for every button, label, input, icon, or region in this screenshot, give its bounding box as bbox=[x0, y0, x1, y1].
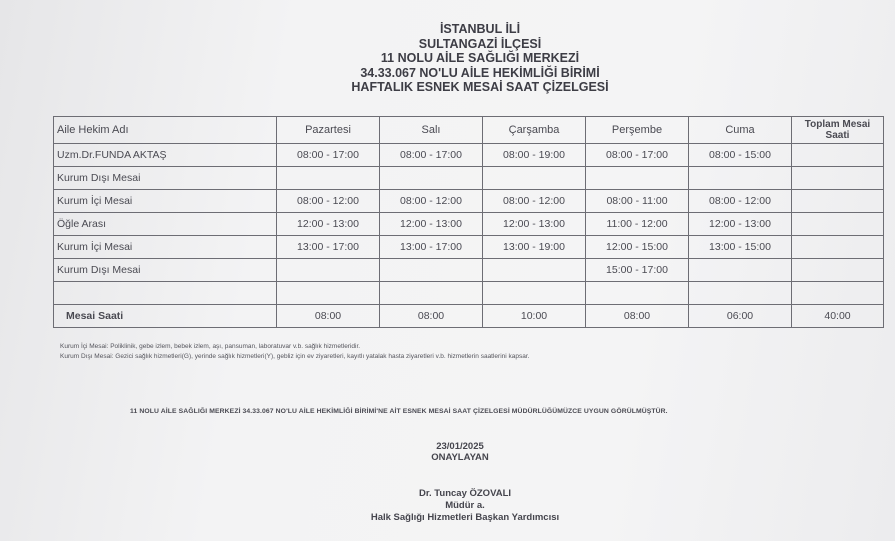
summary-cell: 10:00 bbox=[483, 305, 586, 328]
table-cell: 15:00 - 17:00 bbox=[586, 259, 689, 282]
table-cell bbox=[277, 259, 380, 282]
signatory-name: Dr. Tuncay ÖZOVALI bbox=[418, 488, 512, 499]
table-cell: 08:00 - 12:00 bbox=[277, 190, 380, 213]
table-cell bbox=[277, 282, 380, 305]
table-cell: 12:00 - 13:00 bbox=[483, 213, 586, 236]
row-label: Kurum Dışı Mesai bbox=[54, 259, 277, 282]
row-label: Uzm.Dr.FUNDA AKTAŞ bbox=[54, 144, 277, 167]
summary-cell: 06:00 bbox=[689, 305, 792, 328]
table-cell bbox=[792, 190, 884, 213]
table-cell: 08:00 - 17:00 bbox=[277, 144, 380, 167]
column-header: Pazartesi bbox=[277, 117, 380, 144]
footnotes bbox=[60, 342, 529, 362]
table-row bbox=[54, 282, 884, 305]
column-header: Çarşamba bbox=[483, 117, 586, 144]
table-cell: 08:00 - 11:00 bbox=[586, 190, 689, 213]
table-cell: 12:00 - 13:00 bbox=[277, 213, 380, 236]
table-row bbox=[54, 236, 884, 259]
summary-label: Mesai Saati bbox=[54, 305, 277, 328]
table-cell: 13:00 - 17:00 bbox=[277, 236, 380, 259]
column-header-total: Toplam Mesai Saati bbox=[792, 117, 884, 144]
signatory-title: Müdür a. bbox=[445, 500, 485, 511]
table-cell bbox=[689, 167, 792, 190]
table-row bbox=[54, 213, 884, 236]
column-header: Cuma bbox=[689, 117, 792, 144]
table-cell bbox=[380, 167, 483, 190]
table-cell: 08:00 - 12:00 bbox=[689, 190, 792, 213]
table-cell bbox=[483, 167, 586, 190]
table-cell bbox=[792, 144, 884, 167]
table-cell: 12:00 - 15:00 bbox=[586, 236, 689, 259]
row-label: Kurum İçi Mesai bbox=[54, 190, 277, 213]
table-cell: 11:00 - 12:00 bbox=[586, 213, 689, 236]
table-cell: 08:00 - 12:00 bbox=[380, 190, 483, 213]
table-cell bbox=[380, 259, 483, 282]
table-cell bbox=[689, 259, 792, 282]
table-cell bbox=[483, 259, 586, 282]
header-title: HAFTALIK ESNEK MESAİ SAAT ÇİZELGESİ bbox=[351, 80, 609, 94]
table-cell bbox=[380, 282, 483, 305]
row-label: Kurum Dışı Mesai bbox=[54, 167, 277, 190]
table-cell: 13:00 - 15:00 bbox=[689, 236, 792, 259]
table-cell bbox=[792, 282, 884, 305]
table-cell bbox=[586, 282, 689, 305]
summary-cell: 08:00 bbox=[277, 305, 380, 328]
table-cell: 08:00 - 12:00 bbox=[483, 190, 586, 213]
table-cell: 08:00 - 19:00 bbox=[483, 144, 586, 167]
table-cell bbox=[792, 167, 884, 190]
table-cell bbox=[689, 282, 792, 305]
table-cell: 08:00 - 17:00 bbox=[380, 144, 483, 167]
summary-cell: 08:00 bbox=[586, 305, 689, 328]
column-header: Aile Hekim Adı bbox=[54, 117, 277, 144]
summary-cell-total: 40:00 bbox=[792, 305, 884, 328]
table-cell: 12:00 - 13:00 bbox=[689, 213, 792, 236]
header-health-center: 11 NOLU AİLE SAĞLIĞI MERKEZİ bbox=[380, 51, 580, 65]
table-row bbox=[54, 190, 884, 213]
table-header-row bbox=[54, 117, 884, 144]
table-cell bbox=[792, 213, 884, 236]
table-cell bbox=[483, 282, 586, 305]
signature-block bbox=[330, 488, 600, 524]
table-cell: 13:00 - 17:00 bbox=[380, 236, 483, 259]
summary-cell: 08:00 bbox=[380, 305, 483, 328]
footnote-external: Kurum Dışı Mesai: Gezici sağlık hizmetleri(G), yerinde sağlık hizmetleri(Y), gebliz için ev ziyaretleri, kayıtlı yatalak hasta ziyaretleri v.b. hizmetlerin saatlerini kapsar. bbox=[60, 353, 530, 360]
row-label: Kurum İçi Mesai bbox=[54, 236, 277, 259]
signatory-position: Halk Sağlığı Hizmetleri Başkan Yardımcısı bbox=[370, 512, 560, 523]
row-label bbox=[54, 282, 277, 305]
approval-statement: 11 NOLU AİLE SAĞLIĞI MERKEZİ 34.33.067 NO'LU AİLE HEKİMLİĞİ BİRİMİ'NE AİT ESNEK MESAİ SAAT ÇİZELGESİ MÜDÜRLÜĞÜMÜZCE UYGUN GÖRÜLMÜŞTÜR. bbox=[130, 408, 668, 415]
table-cell bbox=[586, 167, 689, 190]
schedule-table bbox=[53, 116, 884, 328]
table-row bbox=[54, 144, 884, 167]
column-header: Perşembe bbox=[586, 117, 689, 144]
table-cell: 08:00 - 17:00 bbox=[586, 144, 689, 167]
table-summary-row bbox=[54, 305, 884, 328]
table-cell: 13:00 - 19:00 bbox=[483, 236, 586, 259]
table-row bbox=[54, 167, 884, 190]
header-unit: 34.33.067 NO'LU AİLE HEKİMLİĞİ BİRİMİ bbox=[360, 65, 600, 80]
table-cell bbox=[792, 259, 884, 282]
table-cell: 08:00 - 15:00 bbox=[689, 144, 792, 167]
table-cell: 12:00 - 13:00 bbox=[380, 213, 483, 236]
document-header bbox=[300, 22, 660, 95]
table-row bbox=[54, 259, 884, 282]
approval-date: 23/01/2025 bbox=[436, 441, 484, 452]
approval-label: ONAYLAYAN bbox=[431, 452, 489, 463]
column-header: Salı bbox=[380, 117, 483, 144]
header-district: SULTANGAZİ İLÇESİ bbox=[418, 36, 542, 51]
table-cell bbox=[277, 167, 380, 190]
table-cell bbox=[792, 236, 884, 259]
header-province: İSTANBUL İLİ bbox=[439, 22, 521, 36]
approval-date-block bbox=[380, 441, 540, 463]
row-label: Öğle Arası bbox=[54, 213, 277, 236]
footnote-internal: Kurum İçi Mesai: Poliklinik, gebe izlem, bebek izlem, aşı, pansuman, laboratuvar v.b. sağlık hizmetleridir. bbox=[60, 343, 361, 350]
